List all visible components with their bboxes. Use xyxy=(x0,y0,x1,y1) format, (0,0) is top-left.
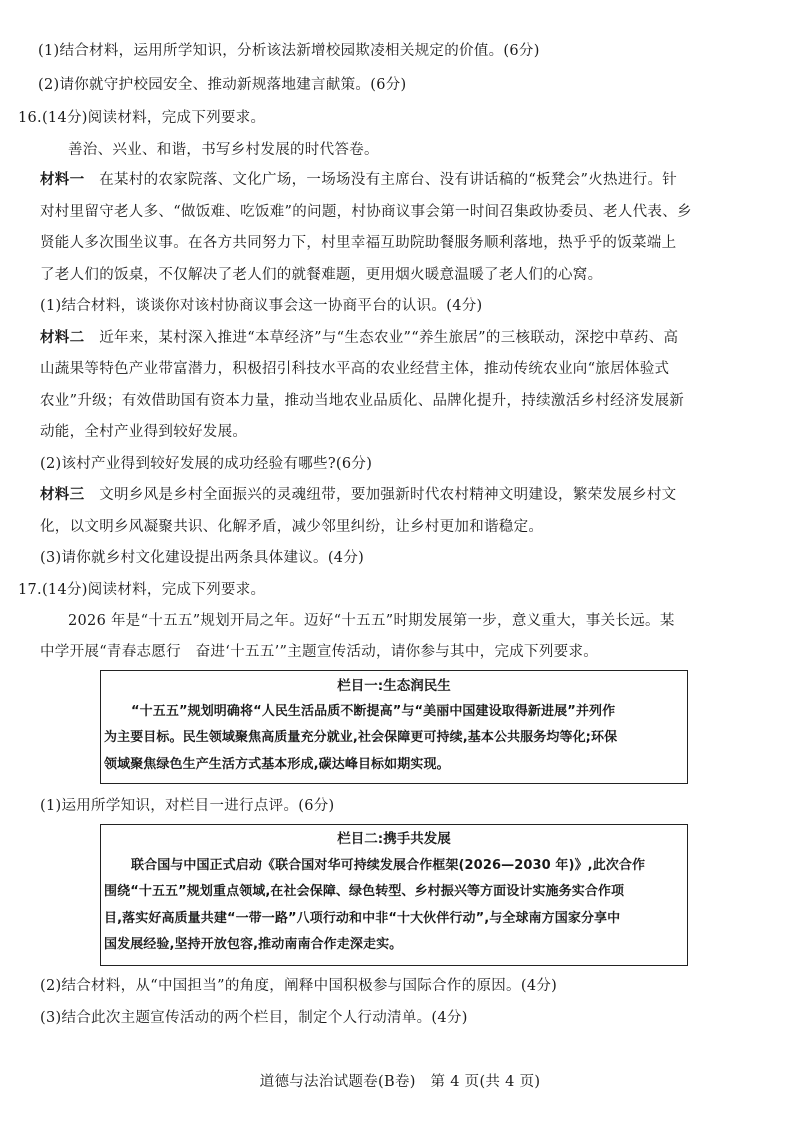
question-17-intro-line-1: 2026 年是“十五五”规划开局之年。迈好“十五五”时期发展第一步，意义重大，事关长远。某 xyxy=(68,613,675,629)
question-17-part-3: (3)结合此次主题宣传活动的两个栏目，制定个人行动清单。(4分) xyxy=(40,1010,468,1026)
material-3-text: 文明乡风是乡村全面振兴的灵魂纽带，要加强新时代农村精神文明建设，繁荣发展乡村文 xyxy=(99,487,677,503)
material-3-first-line xyxy=(40,485,676,505)
material-3-label: 材料三 xyxy=(40,486,85,503)
material-3-line-2: 化，以文明乡风凝聚共识、化解矛盾，减少邻里纠纷，让乡村更加和谐稳定。 xyxy=(40,519,544,535)
column-2-box xyxy=(100,824,688,966)
material-1-label: 材料一 xyxy=(40,171,85,188)
material-2-first-line xyxy=(40,328,678,348)
material-1-text: 在某村的农家院落、文化广场，一场场没有主席台、没有讲话稿的“板凳会”火热进行。针 xyxy=(99,172,678,188)
column-2-line-1: 联合国与中国正式启动《联合国对华可持续发展合作框架(2026—2030 年)》,此次合作 xyxy=(131,858,646,873)
column-2-line-3: 目,落实好高质量共建“一带一路”八项行动和中非“十大伙伴行动”,与全球南方国家分享中 xyxy=(104,911,621,926)
column-2-line-2: 围绕“十五五”规划重点领域,在社会保障、绿色转型、乡村振兴等方面设计实施务实合作项 xyxy=(104,884,625,899)
material-1-line-3: 贤能人多次围坐议事。在各方共同努力下，村里幸福互助院助餐服务顺利落地，热乎乎的饭菜端上 xyxy=(40,235,677,251)
question-17-part-1: (1)运用所学知识，对栏目一进行点评。(6分) xyxy=(40,798,335,814)
question-17-heading: 17.(14分)阅读材料，完成下列要求。 xyxy=(18,582,266,598)
material-2-line-2: 山蔬果等特色产业带富潜力，积极招引科技水平高的农业经营主体，推动传统农业向“旅居体验式 xyxy=(40,361,670,377)
material-2-label: 材料二 xyxy=(40,329,85,346)
question-15-part-2: (2)请你就守护校园安全、推动新规落地建言献策。(6分) xyxy=(38,77,407,93)
material-1-line-4: 了老人们的饭桌，不仅解决了老人们的就餐难题，更用烟火暖意温暖了老人们的心窝。 xyxy=(40,267,603,283)
column-1-title: 栏目一:生态润民生 xyxy=(337,678,451,694)
column-2-line-4: 国发展经验,坚持开放包容,推动南南合作走深走实。 xyxy=(104,937,403,952)
material-1-first-line xyxy=(40,170,677,190)
material-2-line-3: 农业”升级；有效借助国有资本力量，推动当地农业品质化、品牌化提升，持续激活乡村经济发展新 xyxy=(40,393,685,409)
question-17-part-2: (2)结合材料，从“中国担当”的角度，阐释中国积极参与国际合作的原因。(4分) xyxy=(40,978,558,994)
material-1-line-2: 对村里留守老人多、“做饭难、吃饭难”的问题，村协商议事会第一时间召集政协委员、老人代表、乡 xyxy=(40,204,692,220)
question-16-part-3: (3)请你就乡村文化建设提出两条具体建议。(4分) xyxy=(40,550,365,566)
question-16-heading: 16.(14分)阅读材料，完成下列要求。 xyxy=(18,110,266,126)
column-1-line-3: 领域聚焦绿色生产生活方式基本形成,碳达峰目标如期实现。 xyxy=(104,757,450,772)
question-16-part-1: (1)结合材料，谈谈你对该村协商议事会这一协商平台的认识。(4分) xyxy=(40,298,483,314)
column-1-line-1: “十五五”规划明确将“人民生活品质不断提高”与“美丽中国建设取得新进展”并列作 xyxy=(131,704,616,719)
question-16-part-2: (2)该村产业得到较好发展的成功经验有哪些?(6分) xyxy=(40,456,373,472)
material-2-text: 近年来，某村深入推进“本草经济”与“生态农业”“养生旅居”的三核联动，深挖中草药、高 xyxy=(99,330,679,346)
page-footer: 道德与法治试题卷(B卷) 第 4 页(共 4 页) xyxy=(259,1074,541,1090)
question-17-intro-line-2: 中学开展“青春志愿行 奋进‘十五五’”主题宣传活动，请你参与其中，完成下列要求。 xyxy=(40,644,599,660)
column-1-box xyxy=(100,670,688,784)
material-2-line-4: 动能，全村产业得到较好发展。 xyxy=(40,424,248,440)
column-1-line-2: 为主要目标。民生领域聚焦高质量充分就业,社会保障更可持续,基本公共服务均等化;环保 xyxy=(104,730,618,745)
column-2-title: 栏目二:携手共发展 xyxy=(337,831,451,847)
question-16-intro: 善治、兴业、和谐，书写乡村发展的时代答卷。 xyxy=(68,142,379,158)
question-15-part-1: (1)结合材料，运用所学知识，分析该法新增校园欺凌相关规定的价值。(6分) xyxy=(38,43,540,59)
